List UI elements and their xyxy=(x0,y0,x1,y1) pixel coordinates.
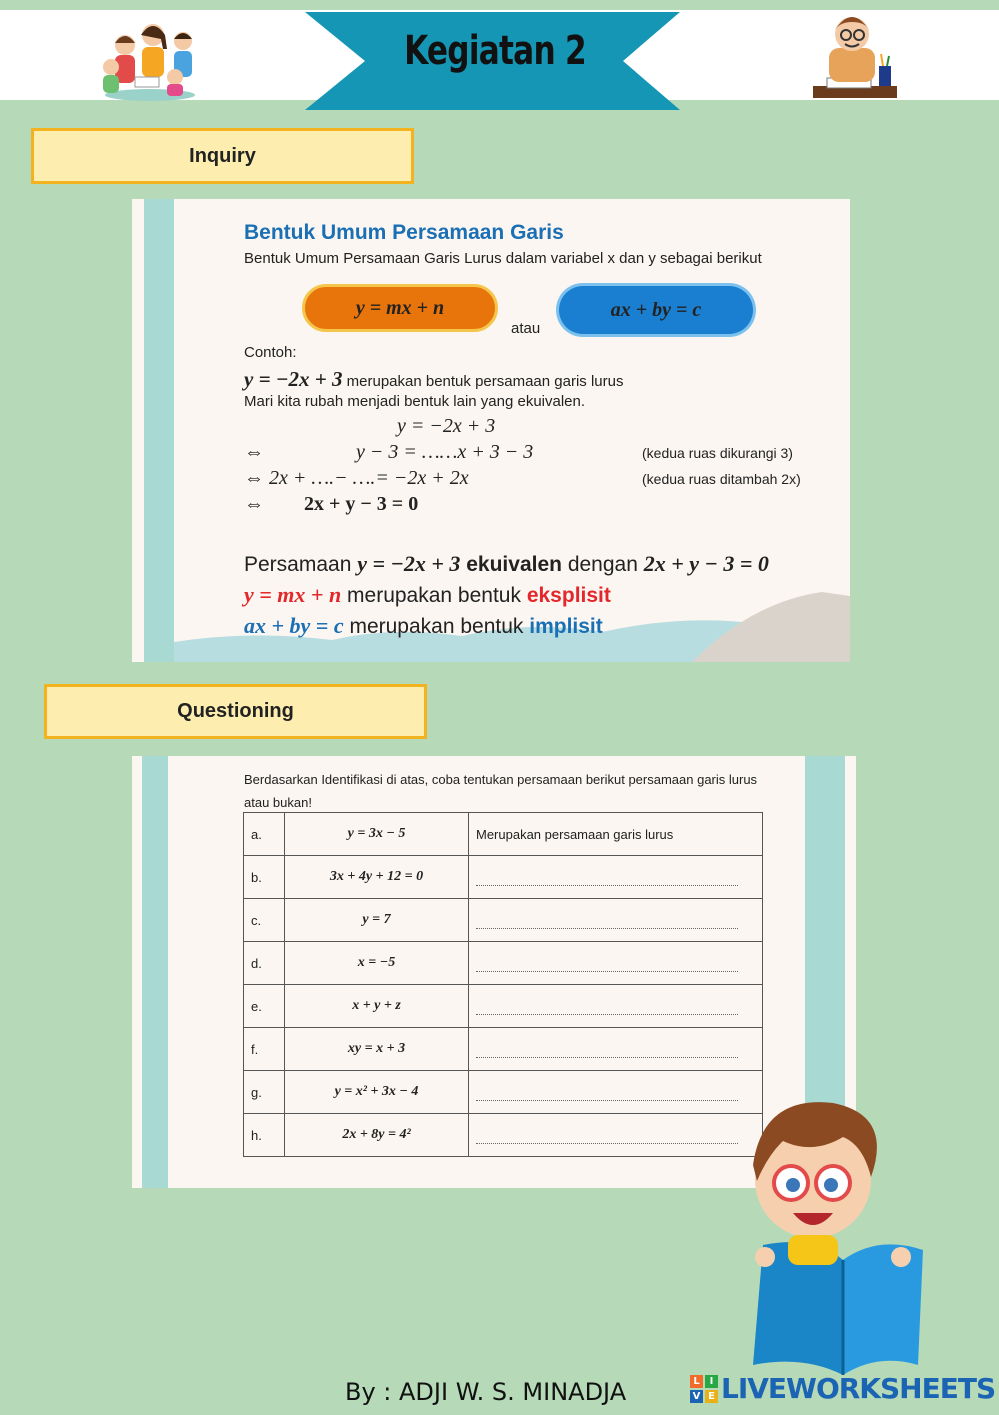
explicit-form-pill: y = mx + n xyxy=(302,284,498,332)
row-answer-cell xyxy=(469,1028,763,1071)
brand-letter-i: I xyxy=(705,1375,718,1388)
conclusion-eq-2: 2x + y − 3 = 0 xyxy=(643,551,769,576)
inquiry-label: Inquiry xyxy=(31,128,414,184)
row-answer-cell xyxy=(469,899,763,942)
example-label: Contoh: xyxy=(244,344,297,361)
row-equation: x = −5 xyxy=(285,942,469,985)
question-intro: Berdasarkan Identifikasi di atas, coba tentukan persamaan berikut persamaan garis lurus atau bukan! xyxy=(244,772,758,810)
brand-letter-l: L xyxy=(690,1375,703,1388)
row-answer-text: Merupakan persamaan garis lurus xyxy=(476,826,674,842)
conclusion-text-1: Persamaan xyxy=(244,553,352,576)
conclusion-bold: ekuivalen xyxy=(466,553,562,576)
step-1-note: (kedua ruas dikurangi 3) xyxy=(642,445,793,461)
row-answer-cell xyxy=(469,856,763,899)
brand-letter-e: E xyxy=(705,1390,718,1403)
explicit-text: merupakan bentuk xyxy=(347,584,521,607)
row-equation: y = x² + 3x − 4 xyxy=(285,1071,469,1114)
explicit-equation: y = mx + n xyxy=(244,582,342,607)
page-title: Kegiatan 2 xyxy=(404,28,586,74)
table-row xyxy=(244,899,763,942)
step-1: y − 3 = ……x + 3 − 3 xyxy=(356,441,534,463)
row-equation: x + y + z xyxy=(285,985,469,1028)
table-row xyxy=(244,942,763,985)
step-3: 2x + y − 3 = 0 xyxy=(304,493,419,515)
table-row xyxy=(244,1028,763,1071)
studying-student-illustration xyxy=(805,8,905,103)
row-letter: f. xyxy=(244,1028,285,1071)
question-table xyxy=(243,812,763,1157)
reading-kids-illustration xyxy=(95,15,205,105)
transform-text: Mari kita rubah menjadi bentuk lain yang ekuivalen. xyxy=(244,393,586,410)
row-letter: d. xyxy=(244,942,285,985)
row-equation: y = 3x − 5 xyxy=(285,813,469,856)
explicit-line xyxy=(244,582,611,608)
brand-mark xyxy=(690,1375,718,1403)
table-row xyxy=(244,856,763,899)
row-letter: e. xyxy=(244,985,285,1028)
answer-input[interactable] xyxy=(476,911,738,929)
row-letter: b. xyxy=(244,856,285,899)
step-1-symbol: ⇔ xyxy=(244,441,264,463)
row-equation: xy = x + 3 xyxy=(285,1028,469,1071)
example-text: merupakan bentuk persamaan garis lurus xyxy=(346,373,624,390)
row-equation: 2x + 8y = 4² xyxy=(285,1114,469,1157)
implicit-equation: ax + by = c xyxy=(244,613,344,638)
inquiry-subheading: Bentuk Umum Persamaan Garis Lurus dalam variabel x dan y sebagai berikut xyxy=(244,250,762,267)
row-letter: h. xyxy=(244,1114,285,1157)
conclusion-line xyxy=(244,551,769,577)
implicit-form-pill: ax + by = c xyxy=(559,286,753,334)
reading-boy-illustration xyxy=(693,1085,933,1385)
card-stripe-left xyxy=(142,756,168,1188)
conclusion-text-2: dengan xyxy=(567,553,638,576)
conclusion-eq-1: y = −2x + 3 xyxy=(357,551,461,576)
author-credit: By : ADJI W. S. MINADJA xyxy=(345,1378,627,1406)
table-row xyxy=(244,1114,763,1157)
row-letter: c. xyxy=(244,899,285,942)
or-label: atau xyxy=(511,320,541,337)
implicit-line xyxy=(244,613,603,639)
inquiry-card xyxy=(132,199,850,662)
answer-input[interactable] xyxy=(476,1040,738,1058)
row-answer-cell xyxy=(469,985,763,1028)
answer-input[interactable] xyxy=(476,997,738,1015)
step-2-note: (kedua ruas ditambah 2x) xyxy=(642,471,801,487)
implicit-text: merupakan bentuk xyxy=(349,615,524,638)
questioning-label: Questioning xyxy=(44,684,427,739)
row-answer-cell xyxy=(469,942,763,985)
answer-input[interactable] xyxy=(476,954,738,972)
brand-name: LIVEWORKSHEETS xyxy=(721,1372,996,1405)
example-equation: y = −2x + 3 xyxy=(244,367,343,391)
row-equation: y = 7 xyxy=(285,899,469,942)
example-line xyxy=(244,367,623,392)
table-row xyxy=(244,813,763,856)
table-row xyxy=(244,1071,763,1114)
answer-input[interactable] xyxy=(476,868,738,886)
step-3-symbol: ⇔ xyxy=(244,493,264,515)
row-letter: g. xyxy=(244,1071,285,1114)
brand-letter-v: V xyxy=(690,1390,703,1403)
step-2: ⇔ 2x + ….− ….= −2x + 2x xyxy=(244,467,469,489)
step-0: y = −2x + 3 xyxy=(397,415,496,437)
explicit-word: eksplisit xyxy=(526,584,611,607)
row-answer-cell xyxy=(469,813,763,856)
row-letter: a. xyxy=(244,813,285,856)
row-equation: 3x + 4y + 12 = 0 xyxy=(285,856,469,899)
liveworksheets-logo xyxy=(690,1372,995,1405)
implicit-word: implisit xyxy=(529,615,603,638)
inquiry-heading: Bentuk Umum Persamaan Garis xyxy=(244,221,564,244)
table-row xyxy=(244,985,763,1028)
